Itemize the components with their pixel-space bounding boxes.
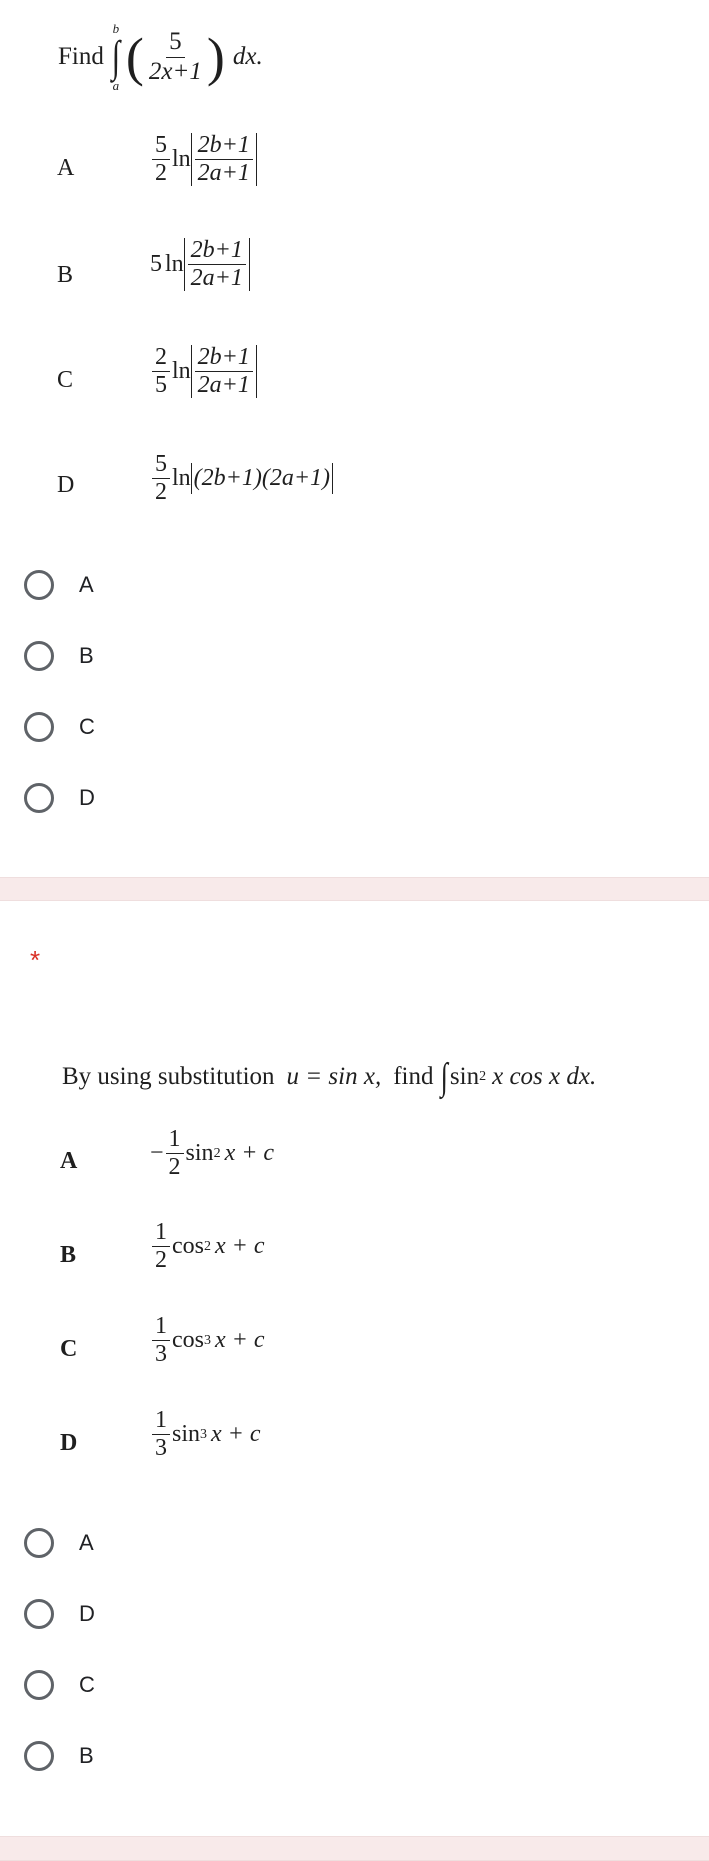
q2-choice-a[interactable]: A	[24, 1528, 94, 1558]
question-2-prompt: By using substitution u = sin x, find ∫ sin 2 x cos x dx.	[62, 1056, 597, 1098]
q1-choice-b[interactable]: B	[24, 641, 94, 671]
question-1-prompt: Find b ∫ a ( $\frac{5}{2x+1}$ ) dx.	[58, 21, 263, 93]
q1-option-label-c: C	[57, 367, 74, 393]
q1-choice-a[interactable]: A	[24, 570, 94, 600]
q2-option-d-expression: $\frac{1}{3}$ sin 3 x + c	[150, 1408, 261, 1461]
q2-choice-d[interactable]: D	[24, 1599, 95, 1629]
q2-option-b-expression: $\frac{1}{2}$ cos 2 x + c	[150, 1220, 265, 1273]
q1-option-d-expression: $\frac{5}{2}$ ln (2b+1)(2a+1)	[150, 452, 333, 505]
radio-button[interactable]	[24, 1741, 54, 1771]
q1-choice-d[interactable]: D	[24, 783, 95, 813]
radio-button[interactable]	[24, 1670, 54, 1700]
q1-option-label-a: A	[57, 155, 75, 181]
integral-symbol: ∫	[111, 32, 121, 81]
section-divider	[0, 1836, 709, 1861]
q2-choice-c[interactable]: C	[24, 1670, 95, 1700]
integral-symbol: ∫	[441, 1056, 449, 1098]
q1-option-a-expression: $\frac{5}{2}$ ln $\frac{2b+1}{2a+1}$	[150, 133, 257, 186]
q2-option-label-b: B	[60, 1242, 77, 1268]
q2-choice-b[interactable]: B	[24, 1741, 94, 1771]
q2-option-label-c: C	[60, 1336, 78, 1362]
q2-option-a-expression: − $\frac{1}{2}$ sin 2 x + c	[150, 1126, 275, 1181]
q1-option-label-b: B	[57, 262, 74, 288]
section-divider	[0, 877, 709, 901]
radio-button[interactable]	[24, 570, 54, 600]
radio-button[interactable]	[24, 712, 54, 742]
q1-option-b-expression: 5 ln $\frac{2b+1}{2a+1}$	[150, 238, 250, 291]
radio-button[interactable]	[24, 1528, 54, 1558]
radio-button[interactable]	[24, 783, 54, 813]
q2-option-label-a: A	[60, 1148, 78, 1174]
q2-option-c-expression: $\frac{1}{3}$ cos 3 x + c	[150, 1314, 265, 1367]
required-asterisk: *	[30, 945, 41, 975]
radio-button[interactable]	[24, 641, 54, 671]
q2-option-label-d: D	[60, 1430, 78, 1456]
q1-option-label-d: D	[57, 472, 75, 498]
q1-option-c-expression: $\frac{2}{5}$ ln $\frac{2b+1}{2a+1}$	[150, 345, 257, 398]
integral-with-limits: b ∫ a	[111, 21, 121, 93]
q1-choice-c[interactable]: C	[24, 712, 95, 742]
radio-button[interactable]	[24, 1599, 54, 1629]
